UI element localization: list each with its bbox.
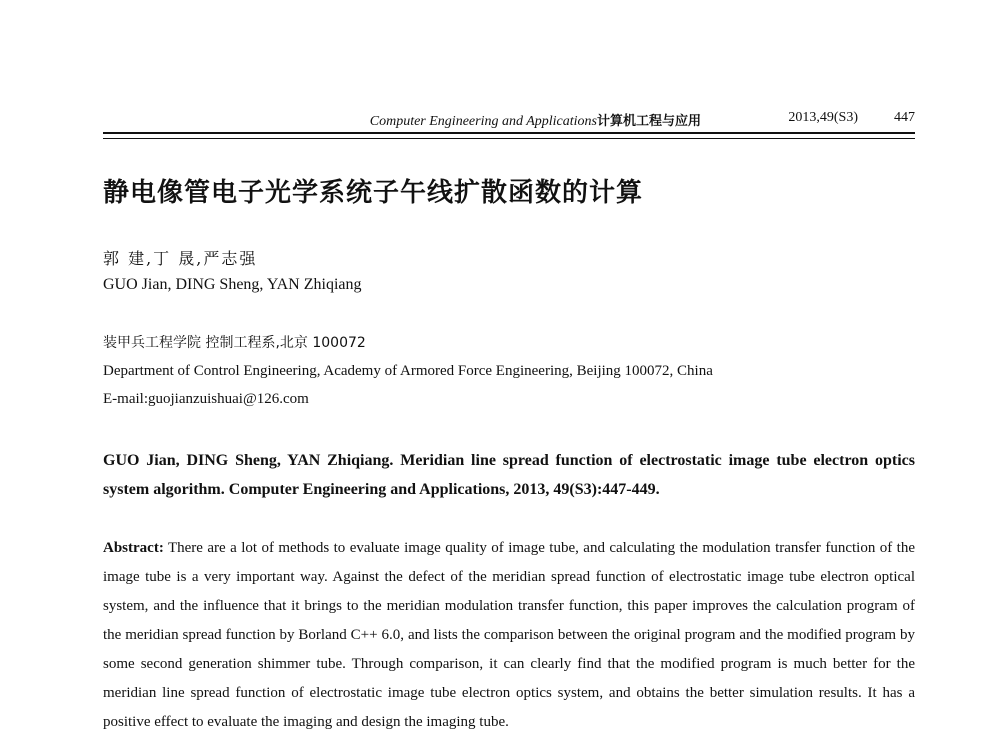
header-rule-thin xyxy=(103,138,915,139)
affiliation-en: Department of Control Engineering, Academy of Armored Force Engineering, Beijing 100072, China xyxy=(103,363,713,379)
citation: GUO Jian, DING Sheng, YAN Zhiqiang. Meridian line spread function of electrostatic image tube electron optics system algorithm. Computer Engineering and Applications, 2013, 49(S3):447-449. xyxy=(103,452,915,498)
affiliation-cn: 装甲兵工程学院 控制工程系,北京 100072 xyxy=(103,335,366,351)
journal-name xyxy=(370,110,701,130)
journal-name-cn: 计算机工程与应用 xyxy=(596,114,701,129)
abstract xyxy=(103,534,915,737)
abstract-text: There are a lot of methods to evaluate image quality of image tube, and calculating the modulation transfer function of the image tube is a very important way. Against the defect of the meridian spread function of electrostatic image tube electron optical system, and the influence that it brings to the meridian modulation transfer function, this paper improves the calculation program of the meridian spread function by Borland C++ 6.0, and lists the comparison between the original program and the modified program by some second generation shimmer tube. Through comparison, it can clearly find that the modified program is much better for the meridian line spread function of electrostatic image tube electron optics system, and obtains the better simulation results. It has a positive effect to evaluate the imaging and design the imaging tube. xyxy=(103,540,915,730)
abstract-label: Abstract: xyxy=(103,540,164,556)
authors-cn: 郭 建,丁 晟,严志强 xyxy=(103,249,258,268)
page-number: 447 xyxy=(894,110,915,125)
author-email: E-mail:guojianzuishuai@126.com xyxy=(103,391,309,407)
journal-name-en: Computer Engineering and Applications xyxy=(369,114,597,129)
volume-issue: 2013,49(S3) xyxy=(788,110,858,125)
authors-en: GUO Jian, DING Sheng, YAN Zhiqiang xyxy=(103,276,362,293)
header-rule-thick xyxy=(103,132,915,134)
running-header xyxy=(103,110,915,132)
article-title-cn: 静电像管电子光学系统子午线扩散函数的计算 xyxy=(103,178,644,208)
